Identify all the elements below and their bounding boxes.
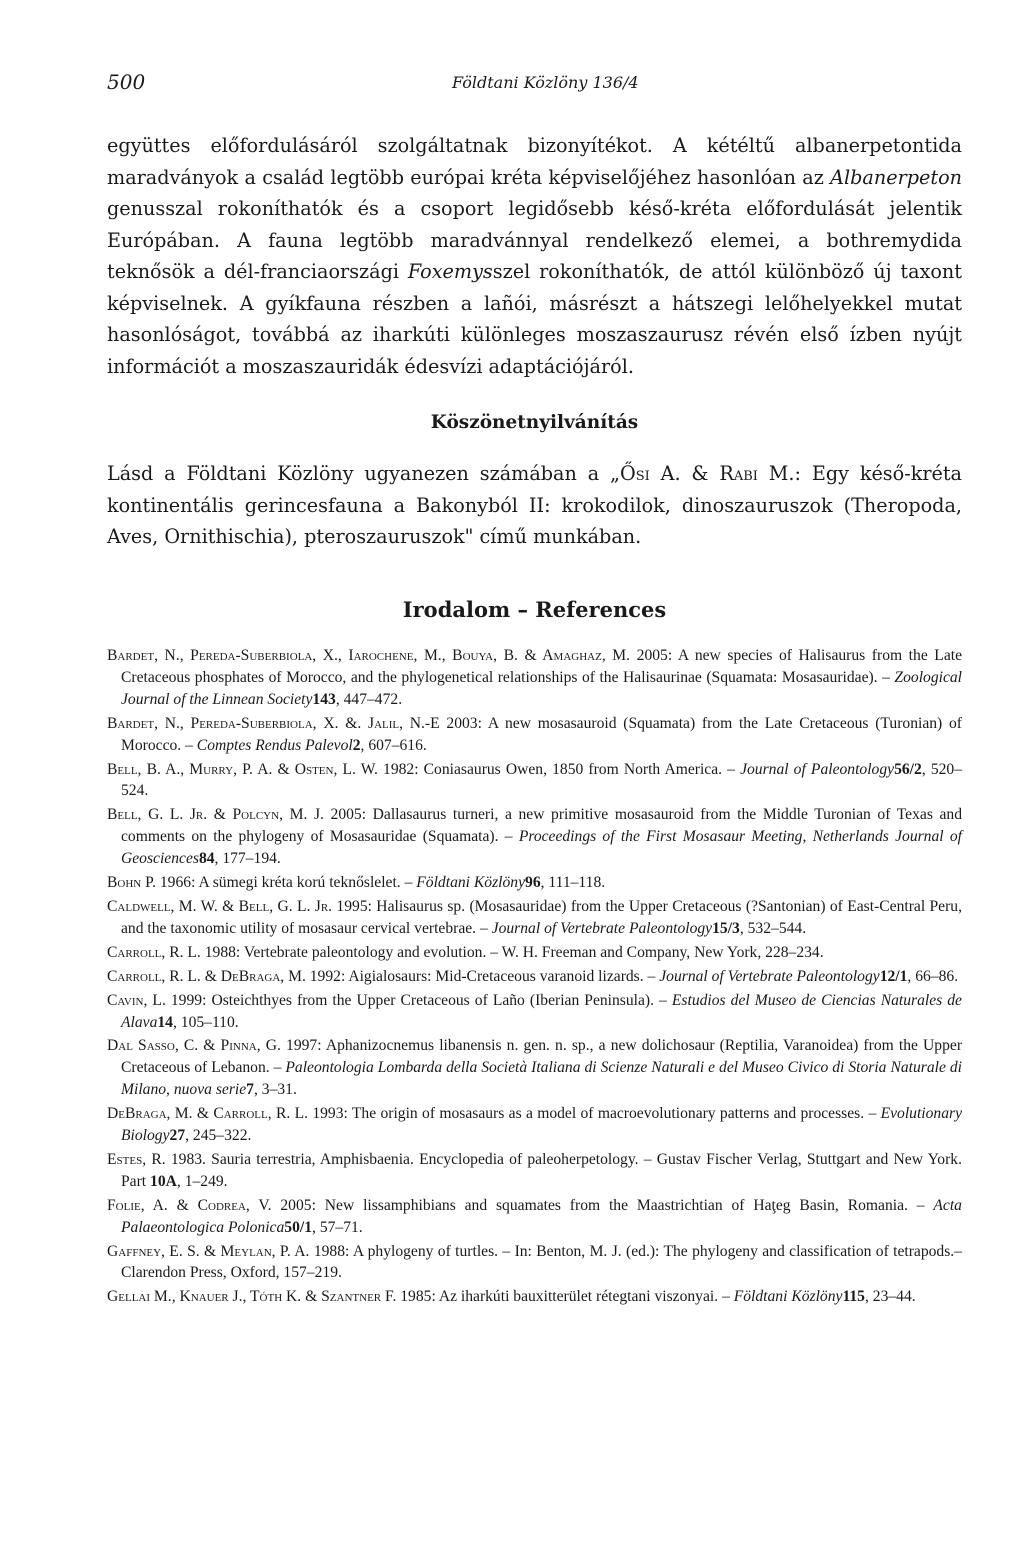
reference-pages: , 111–118. xyxy=(540,874,606,892)
reference-pages: , 245–322. xyxy=(185,1127,252,1145)
reference-text: 1997: Aphanizocnemus libanensis n. gen. n. sp., a new dolichosaur (Reptilia, Varanoidea) from the Upper Cretaceous of Lebanon. – xyxy=(121,1037,963,1077)
reference-authors: Folie, A. & Codrea, V. xyxy=(107,1196,272,1214)
reference-authors: Bardet, N., Pereda-Suberbiola, X., Iarochene, M., Bouya, B. & Amaghaz, M. xyxy=(107,647,631,664)
reference-text: 2005: Dallasaurus turneri, a new primitive mosasauroid from the Middle Turonian of Texas and comments on the phylogeny of Mosasauridae (Squamata). – xyxy=(121,806,963,846)
reference-venue: Földtani Közlöny xyxy=(733,1288,843,1306)
acknowledgements-heading: Köszönetnyilvánítás xyxy=(430,412,639,433)
reference-entry xyxy=(107,942,962,964)
reference-entry xyxy=(107,1286,962,1308)
reference-authors: Caldwell, M. W. & Bell, G. L. Jr. xyxy=(107,897,333,915)
author-surname: Rabi xyxy=(719,462,758,485)
reference-volume: 56/2 xyxy=(894,760,922,778)
running-head xyxy=(107,70,962,96)
reference-volume: 2 xyxy=(352,736,361,754)
reference-entry xyxy=(107,1241,962,1285)
reference-pages: , 1–249. xyxy=(176,1172,228,1190)
reference-authors: Bell, G. L. Jr. & Polcyn, M. J. xyxy=(107,806,324,824)
reference-pages: , 607–616. xyxy=(360,736,427,754)
reference-volume: 10A xyxy=(150,1172,177,1190)
reference-venue: Journal of Vertebrate Paleontology xyxy=(491,919,713,937)
reference-authors: Bell, B. A., Murry, P. A. & Osten, L. W. xyxy=(107,760,378,778)
reference-volume: 96 xyxy=(525,874,541,892)
reference-entry xyxy=(107,804,962,870)
reference-authors: Bohn P. xyxy=(107,874,156,892)
page-number: 500 xyxy=(107,70,146,94)
reference-venue: Acta Palaeontologica Polonica xyxy=(121,1196,962,1236)
reference-text: 1993: The origin of mosasaurs as a model of macroevolutionary patterns and processes. – xyxy=(308,1105,881,1123)
reference-entry xyxy=(107,872,962,894)
reference-volume: 12/1 xyxy=(879,967,908,985)
reference-text: 1985: Az iharkúti bauxitterület rétegtani viszonyai. – xyxy=(396,1288,734,1306)
reference-text: 1966: A sümegi kréta korú teknőslelet. – xyxy=(155,874,417,892)
references-heading: Irodalom – References xyxy=(402,597,667,622)
reference-entry xyxy=(107,896,962,940)
reference-venue: Zoological Journal of the Linnean Society xyxy=(121,668,962,708)
reference-text: 1988: A phylogeny of turtles. – In: Benton, M. J. (ed.): The phylogeny and classification of tetrapods.– Clarendon Press, Oxford, 157–219. xyxy=(121,1242,962,1282)
reference-text: 1992: Aigialosaurs: Mid-Cretaceous varanoid lizards. – xyxy=(305,967,660,985)
reference-pages: , 66–86. xyxy=(907,967,959,985)
reference-text: 1999: Osteichthyes from the Upper Cretaceous of Laño (Iberian Peninsula). – xyxy=(165,991,672,1009)
italic-taxon-name: Albanerpeton xyxy=(830,165,962,189)
reference-entry xyxy=(107,1149,962,1193)
reference-pages: , 532–544. xyxy=(739,919,807,937)
reference-volume: 50/1 xyxy=(284,1218,313,1236)
journal-name: Földtani Közlöny 136/4 xyxy=(452,73,639,92)
reference-authors: Bardet, N., Pereda-Suberbiola, X. &. Jalil, N.-E xyxy=(107,714,440,732)
reference-venue: Földtani Közlöny xyxy=(416,874,526,892)
reference-pages: , 177–194. xyxy=(214,850,281,868)
reference-pages: , 447–472. xyxy=(335,690,403,708)
reference-text: 1983. Sauria terrestria, Amphisbaenia. Encyclopedia of paleoherpetology. – Gustav Fischer Verlag, Stuttgart and New York. Part xyxy=(121,1150,962,1190)
reference-authors: Gellai M., Knauer J., Tóth K. & Szantner F. xyxy=(107,1288,397,1306)
intro-paragraph xyxy=(107,130,962,382)
author-surname: Ősi xyxy=(619,462,650,485)
reference-text: 2005: New lissamphibians and squamates from the Maastrichtian of Haţeg Basin, Romania. – xyxy=(271,1196,934,1214)
reference-volume: 115 xyxy=(842,1288,865,1306)
reference-volume: 143 xyxy=(312,690,336,708)
reference-list xyxy=(107,645,962,1310)
reference-entry xyxy=(107,1195,962,1239)
reference-volume: 14 xyxy=(157,1013,173,1031)
reference-authors: Carroll, R. L. & DeBraga, M. xyxy=(107,967,306,985)
reference-text: 2003: A new mosasauroid (Squamata) from the Late Cretaceous (Turonian) of Morocco. – xyxy=(121,714,962,754)
reference-venue: Proceedings of the First Mosasaur Meeting, Netherlands Journal of Geosciences xyxy=(121,828,962,868)
reference-venue: Estudios del Museo de Ciencias Naturales de Alava xyxy=(121,991,962,1031)
paragraph-text: szel rokoníthatók, de attól különböző új taxont képviselnek. A gyíkfauna részben a lañói, másrészt a hátszegi lelőhelyekkel mutat hasonlóságot, továbbá az iharkúti különleges moszaszaurusz révén első ízben nyújt információt a moszaszauridák édesvízi adaptációjáról. xyxy=(107,260,963,378)
reference-text: 1995: Halisaurus sp. (Mosasauridae) from the Upper Cretaceous (?Santonian) of East-Central Peru, and the taxonomic utility of mosasaur cervical vertebrae. – xyxy=(121,897,962,937)
reference-venue: Paleontologia Lombarda della Società Italiana di Scienze Naturali e del Museo Civico di Storia Naturale di Milano, nuova serie xyxy=(121,1059,962,1099)
reference-authors: Gaffney, E. S. & Meylan, P. A. xyxy=(107,1242,310,1260)
reference-text: 1982: Coniasaurus Owen, 1850 from North America. – xyxy=(377,760,741,778)
reference-volume: 84 xyxy=(198,850,215,868)
paragraph-text: A. & xyxy=(649,462,720,485)
reference-entry xyxy=(107,1103,962,1147)
reference-entry xyxy=(107,759,962,803)
paragraph-text: együttes előfordulásáról szolgáltatnak bizonyítékot. A kétéltű albanerpetontida maradványok a család legtöbb európai kréta képviselőjéhez hasonlóan az xyxy=(107,134,962,189)
paragraph-text: Lásd a Földtani Közlöny ugyanezen számában a „ xyxy=(107,462,620,485)
reference-authors: DeBraga, M. & Carroll, R. L. xyxy=(107,1105,308,1123)
reference-venue: Evolutionary Biology xyxy=(121,1105,962,1145)
reference-volume: 27 xyxy=(169,1127,186,1145)
reference-entry xyxy=(107,966,962,988)
reference-entry xyxy=(107,713,962,757)
reference-authors: Dal Sasso, C. & Pinna, G. xyxy=(107,1037,281,1055)
italic-taxon-name: Foxemys xyxy=(407,260,493,283)
reference-pages: , 57–71. xyxy=(312,1218,363,1236)
reference-venue: Comptes Rendus Palevol xyxy=(196,736,353,754)
reference-entry xyxy=(107,1035,962,1101)
reference-entry xyxy=(107,645,962,711)
reference-authors: Carroll, R. L. xyxy=(107,943,201,961)
paragraph-text: genusszal rokoníthatók és a csoport legidősebb késő-kréta előfordulását jelentik Európában. A fauna legtöbb maradvánnyal rendelkező elemei, a bothremydida teknősök a dél-franciaországi xyxy=(107,197,962,283)
paragraph-text: M.: Egy késő-kréta kontinentális gerincesfauna a Bakonyból II: krokodilok, dinoszauruszok (Theropoda, Aves, Ornithischia), pteroszauruszok" című munkában. xyxy=(107,462,962,548)
reference-entry xyxy=(107,990,962,1034)
reference-venue: Journal of Vertebrate Paleontology xyxy=(659,967,880,985)
reference-text: 1988: Vertebrate paleontology and evolution. – W. H. Freeman and Company, New York, 228–234. xyxy=(200,943,824,961)
reference-pages: , 3–31. xyxy=(253,1081,297,1099)
reference-pages: , 23–44. xyxy=(864,1288,916,1306)
reference-pages: , 105–110. xyxy=(172,1013,239,1031)
reference-venue: Journal of Paleontology xyxy=(740,760,895,778)
reference-volume: 7 xyxy=(246,1081,254,1099)
reference-volume: 15/3 xyxy=(712,919,740,937)
reference-pages: , 520–524. xyxy=(121,760,963,800)
acknowledgements-paragraph xyxy=(107,458,962,553)
reference-authors: Estes, R. xyxy=(107,1150,166,1168)
reference-authors: Cavin, L. xyxy=(107,991,166,1009)
reference-text: 2005: A new species of Halisaurus from the Late Cretaceous phosphates of Morocco, and the phylogenetical relationships of the Halisaurinae (Squamata: Mosasauridae). – xyxy=(121,647,963,686)
